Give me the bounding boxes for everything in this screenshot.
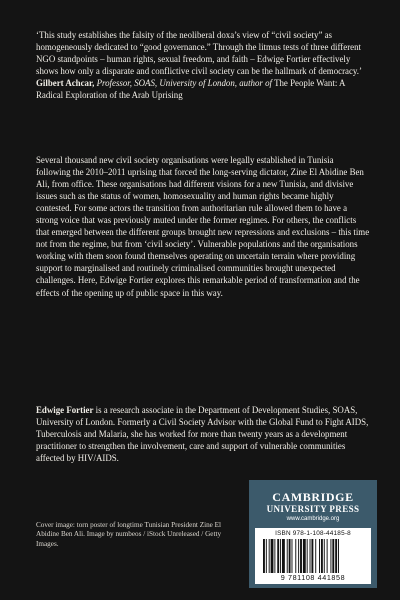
book-description (36, 154, 370, 299)
description-paragraph: Several thousand new civil society organisations were legally established in Tunisia following the 2010–2011 uprising that forced the long-serving dictator, Zine El Abidine Ben Ali, from office. These organisations had different visions for a new Tunisia, and divisive issues such as the status of women, homosexuality and human rights became highly contested. For some actors the transition from authoritarian rule allowed them to have a strong voice that was previously muted under the former regimes. For others, the conflicts that emerged between the different groups brought new repressions and exclusions – this time not from the regime, but from ‘civil society’. Vulnerable populations and the organisations working with them soon found themselves operating on uncertain terrain where providing support to marginalised and routinely criminalised communities brought unexpected challenges. Here, Edwige Fortier explores this remarkable period of transformation and the effects of the opening up of public space in this way. (36, 155, 370, 298)
publisher-press: UNIVERSITY PRESS (266, 504, 360, 514)
publisher-panel (249, 480, 377, 588)
quote-attribution (36, 77, 370, 101)
cover-image-credit (36, 521, 236, 549)
quote-text: ‘This study establishes the falsity of the neoliberal doxa’s view of “civil society” as homogeneously dedicated to “good governance.” Through the litmus tests of three different NGO standpoints – human rights, sexual freedom, and faith – Edwige Fortier effectively shows how only a disparate and conflictive civil society can be the hallmark of democracy.’ (36, 30, 362, 77)
cover-credit-text: Cover image: torn poster of longtime Tunisian President Zine El Abidine Ben Ali. Image by numbeos / iStock Unreleased / Getty Images. (36, 521, 222, 548)
barcode-icon (263, 539, 363, 573)
publisher-name: CAMBRIDGE (272, 490, 354, 504)
quote-author: Gilbert Achcar, (36, 78, 95, 89)
bio-text: is a research associate in the Department of Development Studies, SOAS, University of London. Formerly a Civil Society Advisor with the Global Fund to Fight AIDS, Tuberculosis and Malaria, she has worked for more than twenty years as a development practitioner to strengthen the involvement, care and support of vulnerable communities affected by HIV/AIDS. (36, 405, 369, 464)
quote-book-title: The People Want: A Radical Exploration of the Arab Uprising (36, 78, 345, 101)
bio-author-name: Edwige Fortier (36, 405, 94, 415)
barcode-box (255, 528, 371, 584)
bio-paragraph (36, 404, 370, 464)
quote-affiliation: Professor, SOAS, University of London, author of (96, 78, 273, 89)
isbn-text: ISBN 978-1-108-44185-8 (275, 530, 351, 537)
author-bio (36, 404, 370, 464)
endorsement-quote (36, 29, 370, 102)
publisher-url: www.cambridge.org (286, 516, 340, 522)
barcode-digits: 9 781108 441858 (280, 573, 346, 582)
